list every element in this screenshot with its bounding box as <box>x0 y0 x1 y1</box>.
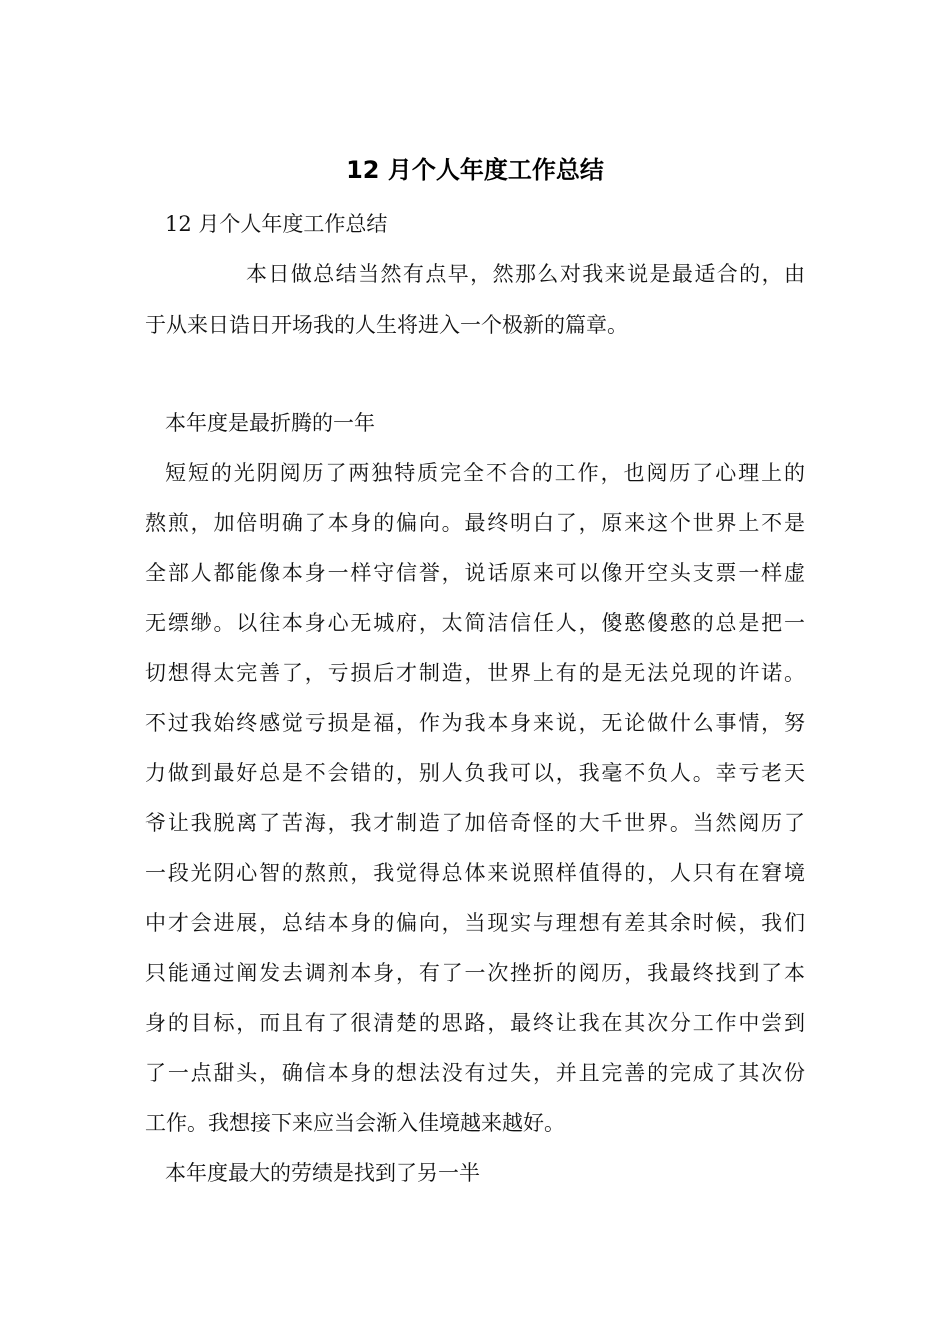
body1-line-5: 切想得太完善了，亏损后才制造，世界上有的是无法兑现的许诺。 <box>145 661 805 685</box>
body1-line-6: 不过我始终感觉亏损是福，作为我本身来说，无论做什么事情，努 <box>145 711 805 735</box>
intro-line-2: 于从来日诰日开场我的人生将进入一个极新的篇章。 <box>145 313 628 337</box>
body1-line-9: 一段光阴心智的熬煎，我觉得总体来说照样值得的，人只有在窘境 <box>145 861 805 885</box>
body1-line-3: 全部人都能像本身一样守信誉，说话原来可以像开空头支票一样虚 <box>145 561 805 585</box>
body1-line-14: 工作。我想接下来应当会渐入佳境越来越好。 <box>145 1111 565 1135</box>
document-title: 12 月个人年度工作总结 <box>346 156 604 184</box>
body1-line-11: 只能通过阐发去调剂本身，有了一次挫折的阅历，我最终找到了本 <box>145 961 805 985</box>
body1-line-7: 力做到最好总是不会错的，别人负我可以，我毫不负人。幸亏老天 <box>145 761 805 785</box>
body1-line-1: 短短的光阴阅历了两独特质完全不合的工作，也阅历了心理上的 <box>165 461 805 485</box>
section-heading-1: 本年度是最折腾的一年 <box>165 411 375 435</box>
body1-line-2: 熬煎，加倍明确了本身的偏向。最终明白了，原来这个世界上不是 <box>145 511 805 535</box>
body1-line-8: 爷让我脱离了苦海，我才制造了加倍奇怪的大千世界。当然阅历了 <box>145 811 805 835</box>
body1-line-4: 无缥缈。以往本身心无城府，太简洁信任人，傻憨傻憨的总是把一 <box>145 611 805 635</box>
body1-line-13: 了一点甜头，确信本身的想法没有过失，并且完善的完成了其次份 <box>145 1061 805 1085</box>
body1-line-12: 身的目标，而且有了很清楚的思路，最终让我在其次分工作中尝到 <box>145 1011 805 1035</box>
body1-line-10: 中才会进展，总结本身的偏向，当现实与理想有差其余时候，我们 <box>145 911 805 935</box>
section-heading-2: 本年度最大的劳绩是找到了另一半 <box>165 1161 480 1185</box>
subtitle-line: 12 月个人年度工作总结 <box>165 212 388 236</box>
intro-line-1: 本日做总结当然有点早，然那么对我来说是最适合的，由 <box>246 262 805 286</box>
